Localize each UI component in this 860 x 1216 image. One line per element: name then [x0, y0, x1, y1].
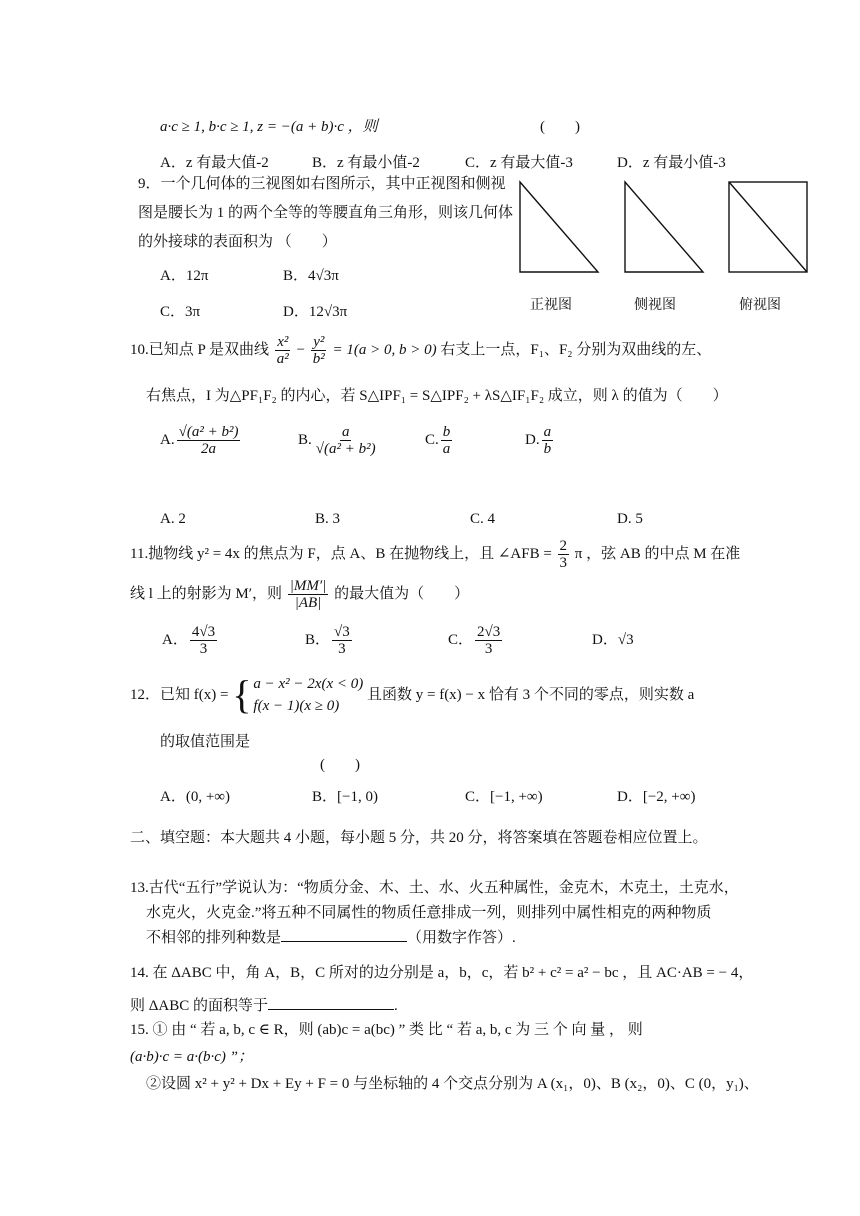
- q10-line2: 右焦点，I 为△PF₁F₂ 的内心，若 S△IPF₁ = S△IPF₂ + λS△IF₁F₂ 成立，则 λ 的值为（ ）: [146, 388, 728, 404]
- q13-line1: 13.古代“五行”学说认为：“物质分金、木、土、水、火五种属性，金克木，木克土，土克水，: [130, 880, 739, 896]
- caption-side-view: 侧视图: [634, 298, 676, 313]
- q9-line3: 的外接球的表面积为 （ ）: [138, 234, 337, 250]
- q10-option-b: [298, 418, 380, 462]
- q11-c-label: C．: [448, 632, 474, 648]
- q10-line1: 10.已知点 P 是双曲线 $\frac{\text{x²}}{\text{a²}}$ − $\frac{\text{y²}}{\text{b²}}$ = 1(a > 0, b > 0) 右支上一点，F₁、F₂ 分别为双曲线的左、: [130, 334, 712, 368]
- q11-b-label: B．: [305, 632, 331, 648]
- q12-piecewise: [232, 673, 363, 717]
- q9-line1: 9．一个几何体的三视图如右图所示，其中正视图和侧视: [138, 176, 506, 192]
- front-view-triangle: [520, 182, 598, 272]
- side-view-triangle: [625, 182, 703, 272]
- q10-d-label: D.: [525, 432, 540, 448]
- q14-line2: [130, 995, 398, 1016]
- q10-a-num: √(a² + b²): [178, 424, 239, 441]
- q10-c-num: b: [442, 424, 451, 441]
- q12-line2: 的取值范围是: [160, 734, 251, 750]
- q9-option-b: B．4√3π: [283, 268, 339, 284]
- q11-a-den: 3: [199, 641, 208, 658]
- q15-line2: (a·b)·c = a·(b·c) ”；: [130, 1049, 254, 1065]
- q11-option-b: [305, 620, 354, 660]
- q12-prefix: 12．已知 f(x) =: [130, 687, 229, 703]
- q10-fy-num: y²: [313, 334, 325, 351]
- q10-b-label: B.: [298, 432, 312, 448]
- q14-line2a: 则 ΔABC 的面积等于: [130, 998, 268, 1014]
- q10-d-num: a: [543, 424, 552, 441]
- q10-a-label: A.: [160, 432, 175, 448]
- q11-angle-den: 3: [559, 555, 568, 572]
- q10-extra-a: A. 2: [160, 511, 186, 527]
- q12-option-b: B．[−1, 0): [312, 789, 378, 805]
- three-views-figure: [515, 180, 815, 280]
- q12-option-a: A．(0, +∞): [160, 789, 230, 805]
- q14-line2b: .: [394, 998, 398, 1014]
- q13-answer-blank: [281, 927, 407, 942]
- caption-top-view: 俯视图: [739, 298, 781, 313]
- q10-c-den: a: [442, 441, 451, 458]
- q8-option-d: D．z 有最小值-3: [617, 155, 726, 171]
- q11-b-num: √3: [334, 624, 350, 641]
- q11-option-d: [592, 630, 634, 650]
- q10-fx-den: a²: [276, 351, 289, 368]
- q10-d-den: b: [543, 441, 552, 458]
- q12-case2: f(x − 1)(x ≥ 0): [253, 698, 340, 714]
- q12-suffix: 且函数 y = f(x) − x 恰有 3 个不同的零点，则实数 a: [366, 687, 695, 703]
- q13-line3: [146, 927, 516, 948]
- q10-b-num: a: [341, 424, 350, 441]
- q13-line3a: 不相邻的排列种数是: [146, 930, 282, 946]
- q10-extra-b: B. 3: [315, 511, 341, 527]
- q12-case1: a − x² − 2x(x < 0): [253, 676, 364, 692]
- q8-option-a: A．z 有最大值-2: [160, 155, 269, 171]
- q10-fy-den: b²: [312, 351, 325, 368]
- q10-option-a: [160, 418, 242, 462]
- q10-option-d: [525, 418, 555, 462]
- q11-line1a: 11.抛物线 y² = 4x 的焦点为 F，点 A、B 在抛物线上，且 ∠AFB =: [130, 546, 552, 562]
- q11-angle-num: 2: [559, 538, 568, 555]
- q10-eq-tail: = 1(a > 0, b > 0): [332, 342, 437, 358]
- q10-fraction-y: [311, 334, 327, 367]
- q11-line1: [130, 536, 740, 572]
- q11-ratio-den: |AB|: [294, 595, 322, 612]
- q8-option-c: C．z 有最大值-3: [465, 155, 573, 171]
- q11-line2b: 的最大值为（ ）: [334, 586, 470, 602]
- q11-c-num: 2√3: [477, 624, 501, 641]
- q10-c-label: C.: [425, 432, 439, 448]
- q11-line2: [130, 576, 469, 612]
- caption-front-view: 正视图: [530, 298, 572, 313]
- q12-paren: ( ): [320, 757, 360, 773]
- q11-d-label: D．: [592, 632, 618, 648]
- q10-extra-c: C. 4: [470, 511, 496, 527]
- q13-line3b: （用数字作答）.: [407, 930, 516, 946]
- top-view-square: [729, 182, 807, 272]
- q11-angle-fraction: [558, 538, 570, 571]
- q11-b-den: 3: [338, 641, 346, 658]
- q10-a-den: 2a: [201, 441, 217, 458]
- q10-b-den: √(a² + b²): [315, 441, 376, 458]
- q11-c-den: 3: [484, 641, 493, 658]
- q9-option-d: D．12√3π: [283, 304, 348, 320]
- q9-line2: 图是腰长为 1 的两个全等的等腰直角三角形，则该几何体: [138, 205, 514, 221]
- q11-a-label: A．: [162, 632, 188, 648]
- q11-option-a: [162, 620, 219, 660]
- q12-option-d: D．[−2, +∞): [617, 789, 696, 805]
- q11-ratio-fraction: [288, 578, 329, 611]
- q11-d-value: √3: [617, 632, 634, 648]
- q8-option-b: B．z 有最小值-2: [312, 155, 420, 171]
- q15-line3: ②设圆 x² + y² + Dx + Ey + F = 0 与坐标轴的 4 个交点分别为 A (x₁，0)、B (x₂，0)、C (0，y₁)、: [146, 1076, 759, 1092]
- q11-option-c: [448, 620, 504, 660]
- q8-paren: ( ): [540, 119, 580, 135]
- q11-line2a: 线 l 上的射影为 M′，则: [130, 586, 283, 602]
- q10-fx-num: x²: [277, 334, 289, 351]
- q10-suffix: 右支上一点，F₁、F₂ 分别为双曲线的左、: [440, 342, 712, 358]
- q10-extra-d: D. 5: [617, 511, 643, 527]
- q10-option-c: [425, 418, 454, 462]
- q12-line1: [130, 673, 694, 717]
- q11-ratio-num: |MM′|: [289, 578, 327, 595]
- q12-option-c: C．[−1, +∞): [465, 789, 543, 805]
- q14-line1: 14. 在 ΔABC 中，角 A，B，C 所对的边分别是 a，b，c，若 b² + c² = a² − bc ，且 AC·AB = − 4，: [130, 965, 754, 981]
- q10-fraction-x: [275, 334, 291, 367]
- q9-option-a: A．12π: [160, 268, 209, 284]
- q15-line1: 15. ① 由 “ 若 a, b, c ∈ R，则 (ab)c = a(bc) ” 类 比 “ 若 a, b, c 为 三 个 向 量 ， 则: [130, 1022, 643, 1038]
- section-2-heading: 二、填空题：本大题共 4 小题，每小题 5 分，共 20 分，将答案填在答题卷相应位置上。: [130, 830, 708, 846]
- q13-line2: 水克火，火克金.”将五种不同属性的物质任意排成一列，则排列中属性相克的两种物质: [146, 905, 712, 921]
- q11-line1b: π ，弦 AB 的中点 M 在准: [574, 546, 741, 562]
- q12-brace: {: [232, 672, 252, 717]
- q14-answer-blank: [268, 995, 394, 1010]
- q10-prefix: 10.已知点 P 是双曲线: [130, 342, 270, 358]
- q8-condition: a·c ≥ 1, b·c ≥ 1, z = −(a + b)·c ，则: [160, 119, 378, 135]
- q9-option-c: C．3π: [160, 304, 201, 320]
- q11-a-num: 4√3: [191, 624, 216, 641]
